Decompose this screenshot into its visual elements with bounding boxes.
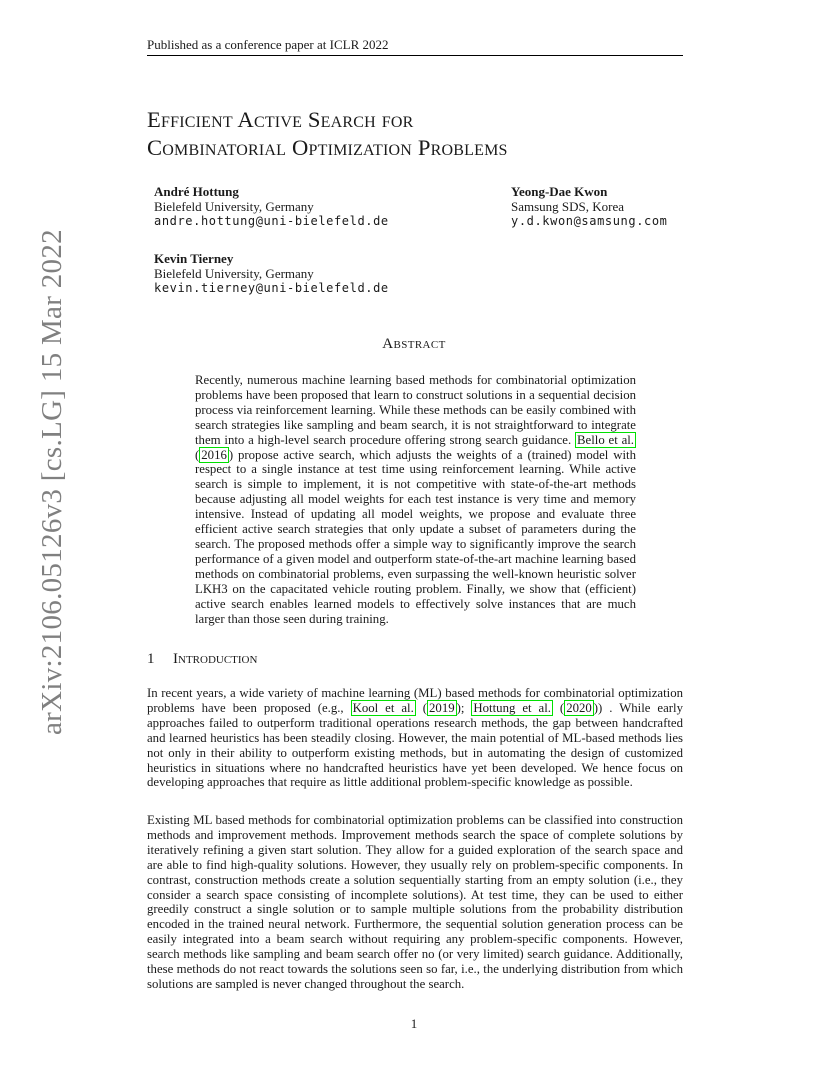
author-email[interactable]: kevin.tierney@uni-bielefeld.de [154,281,389,295]
author-email[interactable]: andre.hottung@uni-bielefeld.de [154,214,389,228]
citation-year-link[interactable]: 2016 [201,447,227,462]
citation-link[interactable]: Kool et al. [352,700,414,715]
section-heading [147,651,257,668]
citation-year-link[interactable]: 2019 [429,700,455,715]
author-name: André Hottung [154,184,239,199]
abstract-text: Recently, numerous machine learning based methods for combinatorial optimization problems have been proposed that learn to construct solutions in a sequential decision process via reinforcement learning. While these methods can be easily combined with search strategies like sampling and beam search, it is not straightforward to integrate them into a high-level search procedure offering strong search guidance. Bello et al. ( 2016 ) propose active search, which adjusts the weights of a (trained) model with respect to a single instance at test time using reinforcement learning. While active search is simple to implement, it is not competitive with state-of-the-art methods because adjusting all model weights for each test instance is very time and memory intensive. Instead of updating all model weights, we propose and evaluate three efficient active search strategies that only update a subset of parameters during the search. The proposed methods offer a simple way to significantly improve the search performance of a given model and outperform state-of-the-art machine learning based methods on combinatorial problems, even surpassing the well-known heuristic solver LKH3 on the capacitated vehicle routing problem. Finally, we show that (efficient) active search enables learned models to effectively solve instances that are much larger than those seen during training. [195,373,636,626]
header-rule [147,55,683,56]
author-block [154,184,389,229]
body-paragraph: In recent years, a wide variety of machine learning (ML) based methods for combinatorial optimization problems have been proposed (e.g., Kool et al. ( 2019 ); Hottung et al. ( 2020 )) . While early approaches failed to outperform traditional operations research methods, the gap between handcrafted and learned heuristics has been steadily closing. However, the main potential of ML-based methods lies not only in their ability to outperform existing methods, but in automating the design of customized heuristics in situations where no handcrafted heuristics have yet been developed. We hence focus on developing approaches that require as little additional problem-specific knowledge as possible. [147,686,684,790]
running-header: Published as a conference paper at ICLR 2022 [147,37,389,52]
paragraph-text-part: . While early approaches failed to outperform traditional operations research methods, the gap between handcrafted and learned heuristics has been steadily closing. However, the main potential of ML-based methods lies not only in their ability to outperform existing methods, but in automating the design of customized heuristics in situations where no handcrafted heuristics have yet been developed. We hence focus on developing approaches that require as little additional problem-specific knowledge as possible. [147,700,684,790]
author-affiliation: Samsung SDS, Korea [511,199,625,214]
citation-link[interactable]: Hottung et al. [473,700,551,715]
paper-title [147,106,508,162]
section-title: Introduction [173,651,258,667]
author-affiliation: Bielefeld University, Germany [154,266,314,281]
citation-link[interactable]: Bello et al. [577,432,635,447]
abstract-heading: Abstract [382,336,446,352]
author-email[interactable]: y.d.kwon@samsung.com [511,214,668,228]
page-number: 1 [410,1016,418,1031]
body-paragraph: Existing ML based methods for combinatorial optimization problems can be classified into construction methods and improvement methods. Improvement methods search the space of complete solutions by iteratively refining a given start solution. They allow for a guided exploration of the search space and are able to find high-quality solutions. However, they usually rely on problem-specific components. In contrast, construction methods create a solution sequentially starting from an empty solution (i.e., they consider a search space consisting of incomplete solutions). At test time, they can be used to either greedily construct a single solution or to sample multiple solutions from the probability distribution encoded in the trained neural network. Furthermore, the sequential solution generation process can be easily integrated into a beam search without requiring any problem-specific components. However, search methods like sampling and beam search offer no (or very limited) search guidance. Additionally, these methods do not react towards the solutions seen so far, i.e., the underlying distribution from which solutions are sampled is never changed throughout the search. [147,813,683,991]
title-line-2: Combinatorial Optimization Problems [147,135,508,160]
citation-year-link[interactable]: 2020 [566,700,592,715]
author-block [154,251,389,296]
paragraph-text-part: In recent years, a wide variety of machine learning (ML) based methods for combinatorial optimization problems have been proposed (e.g., [147,686,683,715]
section-number: 1 [147,651,155,667]
author-name: Kevin Tierney [154,251,234,266]
arxiv-identifier: arXiv:2106.05126v3 [cs.LG] 15 Mar 2022 [36,229,68,735]
author-block [511,184,668,229]
abstract-text-part: Recently, numerous machine learning based methods for combinatorial optimization problems have been proposed that learn to construct solutions in a sequential decision process via reinforcement learning. While these methods can be easily combined with search strategies like sampling and beam search, it is not straightforward to integrate them into a high-level search procedure offering strong search guidance. [195,373,636,447]
abstract-text-part: propose active search, which adjusts the weights of a (trained) model with respect to a single instance at test time using reinforcement learning. While active search is simple to implement, it is not competitive with state-of-the-art methods because adjusting all model weights for each test instance is very time and memory intensive. Instead of updating all model weights, we propose and evaluate three efficient active search strategies that only update a subset of parameters during the search. The proposed methods offer a simple way to significantly improve the search performance of a given model and outperform state-of-the-art machine learning based methods on combinatorial problems, even surpassing the well-known heuristic solver LKH3 on the capacitated vehicle routing problem. Finally, we show that (efficient) active search enables learned models to effectively solve instances that are much larger than those seen during training. [195,447,636,626]
title-line-1: Efficient Active Search for [147,107,414,132]
citation-separator: ; [460,700,465,715]
author-affiliation: Bielefeld University, Germany [154,199,314,214]
author-name: Yeong-Dae Kwon [511,184,608,199]
